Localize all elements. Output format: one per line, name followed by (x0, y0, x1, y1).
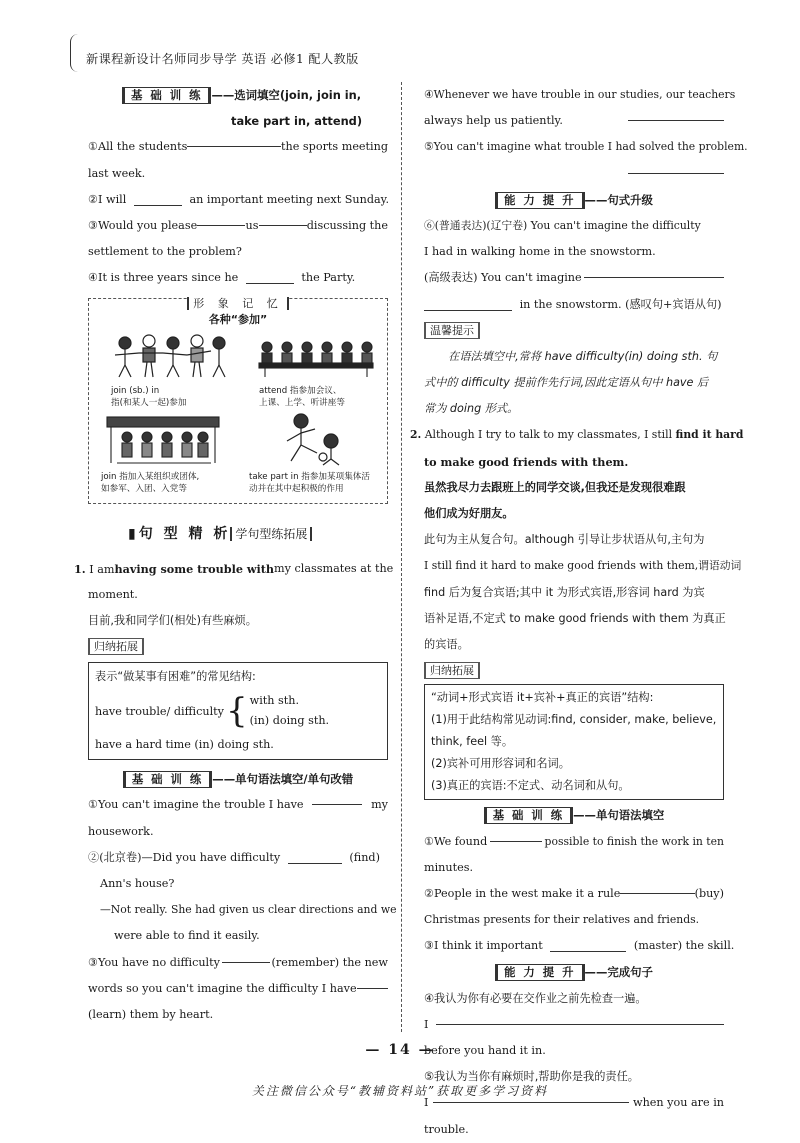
meeting-illustration (257, 337, 375, 377)
question-line: ①We found possible to finish the work in ten (424, 829, 724, 855)
upgrade-heading: 能 力 提 升 ——完成句子 (424, 959, 724, 985)
question-line: words so you can't imagine the difficulty I have (88, 976, 388, 1002)
question-line: ②(北京卷)—Did you have difficulty (find) (88, 850, 380, 864)
question-line: ①All the students the sports meeting (88, 134, 388, 160)
page-number: — 14 — (365, 1042, 435, 1058)
caption-take-part-in: take part in 指参加某项集体活 (249, 471, 370, 482)
answer-blank[interactable] (424, 298, 512, 311)
question-line: ③I think it important (master) the skill. (424, 939, 735, 953)
answer-blank[interactable] (628, 108, 724, 121)
answer-blank[interactable] (312, 792, 362, 805)
structure-box: 表示“做某事有困难”的常见结构: have trouble/ difficulty { with sth. (in) doing sth. have a hard time (in) doing sth. (88, 662, 388, 760)
answer-blank[interactable] (620, 881, 694, 894)
image-memory-box: 形 象 记 忆 各种“参加” join (sb.) in 指(和某人一起)参加 attend 指参加会议、 上课、上学、听讲座等 join 指加入某组织或团体, 如参军、入团、入党等 take part in 指参加某项集体活 动并在其中起积极的作用 (88, 298, 388, 504)
answer-blank[interactable] (259, 213, 307, 226)
answer-blank[interactable] (187, 134, 281, 147)
upgrade-heading: 能 力 提 升 ——句式升级 (424, 187, 724, 213)
answer-blank[interactable] (222, 950, 270, 963)
answer-blank[interactable] (550, 939, 626, 952)
answer-blank[interactable] (288, 851, 342, 864)
caption-join: join 指加入某组织或团体, (101, 471, 200, 482)
question-line: ③You have no difficulty (remember) the new (88, 950, 388, 976)
answer-blank[interactable] (436, 1012, 724, 1025)
page-header (78, 34, 738, 74)
question-line: ②People in the west make it a rule (buy) (424, 881, 724, 907)
memory-title: 形 象 记 忆 (187, 297, 289, 310)
drill-title: ——选词填空(join, join in, (211, 88, 362, 102)
curly-brace: { (225, 691, 248, 732)
question-line: ③Would you please us discussing the (88, 213, 388, 239)
question-line: (高级表达) You can't imagine (424, 265, 724, 291)
translation: 目前,我和同学们(相处)有些麻烦。 (88, 613, 257, 627)
sentence-analysis-heading: ▮句 型 精 析 学句型练拓展 (88, 518, 388, 550)
column-divider (401, 82, 402, 1032)
question-line: always help us patiently. (424, 108, 724, 134)
drill-heading: 基 础 训 练 ——单句语法填空 (424, 802, 724, 828)
answer-blank[interactable] (134, 193, 182, 206)
football-illustration (279, 411, 359, 467)
right-column: ④Whenever we have trouble in our studies, our teachers always help us patiently. ⑤You can't imagine what trouble I had solved the problem. 能 力 提 升 ——句式升级 ⑥(普通表达)(辽宁卷) You can't imagine the difficulty I had in walking home in the snowstorm. (高级表达) You can't imagine in the snowstorm. (感叹句+宾语从句) 温馨提示 在语法填空中,常将 have difficulty(in) doing sth. 句 式中的 difficulty 提前作先行词,因此定语从句中 have 后 常为 doing 形式。 2. Although I try to talk to my classmates, I still find it hard to make good friends with them. 虽然我尽力去跟班上的同学交谈,但我还是发现很难跟 他们成为好朋友。 此句为主从复合句。although 引导让步状语从句,主句为 I still find it hard to make good friends with them,谓语动词 find 后为复合宾语;其中 it 为形式宾语,形容词 hard 为宾 语补足语,不定式 to make good friends with them 为真正 的宾语。 归纳拓展 “动词+形式宾语 it+宾补+真正的宾语”结构: (1)用于此结构常见动词:find, consider, make, believe, think, feel 等。 (2)宾补可用形容词和名词。 (3)真正的宾语:不定式、动名词和从句。 基 础 训 练 ——单句语法填空 ①We found possible to finish the work in ten minutes. ②People in the west make it a rule (buy) Christmas presents for their relatives and friends. ③I think it important (master) the skill. 能 力 提 升 ——完成句子 ④我认为你有必要在交作业之前先检查一遍。 I before you hand it in. ⑤我认为当你有麻烦时,帮助你是我的责任。 I when you are in trouble. (410, 88, 748, 1136)
question-line: ④It is three years since he the Party. (88, 271, 356, 285)
parade-illustration (105, 413, 223, 467)
question-line: ②I will an important meeting next Sunday. (88, 192, 390, 206)
answer-blank[interactable] (628, 161, 724, 174)
caption-attend: attend 指参加会议、 (259, 385, 342, 396)
answer-blank[interactable] (246, 271, 294, 284)
footer-note: 关注微信公众号“教辅资料站”获取更多学习资料 (251, 1084, 549, 1098)
example-sentence-1: 1. I am having some trouble with my classmates at the (74, 561, 394, 576)
children-joining-illustration (111, 333, 231, 379)
book-icon: ▮ (128, 525, 139, 542)
object-complement-box: “动词+形式宾语 it+宾补+真正的宾语”结构: (1)用于此结构常见动词:find, consider, make, believe, think, feel 等。 (2)宾补可用形容词和名词。 (3)真正的宾语:不定式、动名词和从句。 (424, 684, 724, 800)
tip-tag: 温馨提示 (424, 322, 480, 339)
drill-title-cont: take part in, attend) (231, 114, 363, 129)
answer-blank[interactable] (584, 265, 724, 278)
question-line: I when you are in (424, 1090, 724, 1116)
question-line: ①You can't imagine the trouble I have my (88, 792, 388, 818)
memory-subtitle: 各种“参加” (208, 312, 268, 326)
question-line: I (424, 1012, 724, 1038)
drill-tag: 基 础 训 练 (122, 87, 211, 104)
summary-tag: 归纳拓展 (88, 638, 144, 655)
left-column: 基 础 训 练 ——选词填空(join, join in, take part in, attend) ①All the students the sports meeting last week. ②I will an important meeting next Sunday. ③Would you please us discussing the settlement to the problem? ④It is three years since he the Party. 形 象 记 忆 各种“参加” join (sb.) in 指(和某人一起)参加 attend 指参加会议、 上课、上学、听讲座等 join 指加入某组织或团体, 如参军、入团、入党等 take part in 指参加某项集体活 动并在其中起积极的作用 ▮句 型 精 析 学句型练拓展 1. I am having some trouble with my classmates at the moment. 目前,我和同学们(相处)有些麻烦。 归纳拓展 表示“做某事有困难”的常见结构: have trouble/ difficulty { with sth. (in) doing sth. have a hard time (in) doing sth. 基 础 训 练 ——单句语法填空/单句改错 ①You can't imagine the trouble I have my housework. ②(北京卷)—Did you have difficulty (find) Ann's house? —Not really. She had given us clear directions and we were able to find it easily. ③You have no difficulty (remember) the new words so you can't imagine the difficulty I have (learn) them by heart. (74, 88, 397, 1021)
answer-blank[interactable] (357, 976, 388, 989)
header-brace (70, 34, 80, 72)
caption-join-in: join (sb.) in (111, 385, 160, 396)
summary-tag: 归纳拓展 (424, 662, 480, 679)
question-line: in the snowstorm. (感叹句+宾语从句) (424, 292, 724, 318)
header-title: 新课程新设计名师同步导学 英语 必修1 配人教版 (86, 52, 359, 66)
answer-blank[interactable] (490, 829, 542, 842)
example-sentence-2: 2. Although I try to talk to my classmates, I still find it hard (410, 428, 744, 442)
drill-heading: 基 础 训 练 ——单句语法填空/单句改错 (88, 766, 388, 792)
answer-blank[interactable] (197, 213, 245, 226)
